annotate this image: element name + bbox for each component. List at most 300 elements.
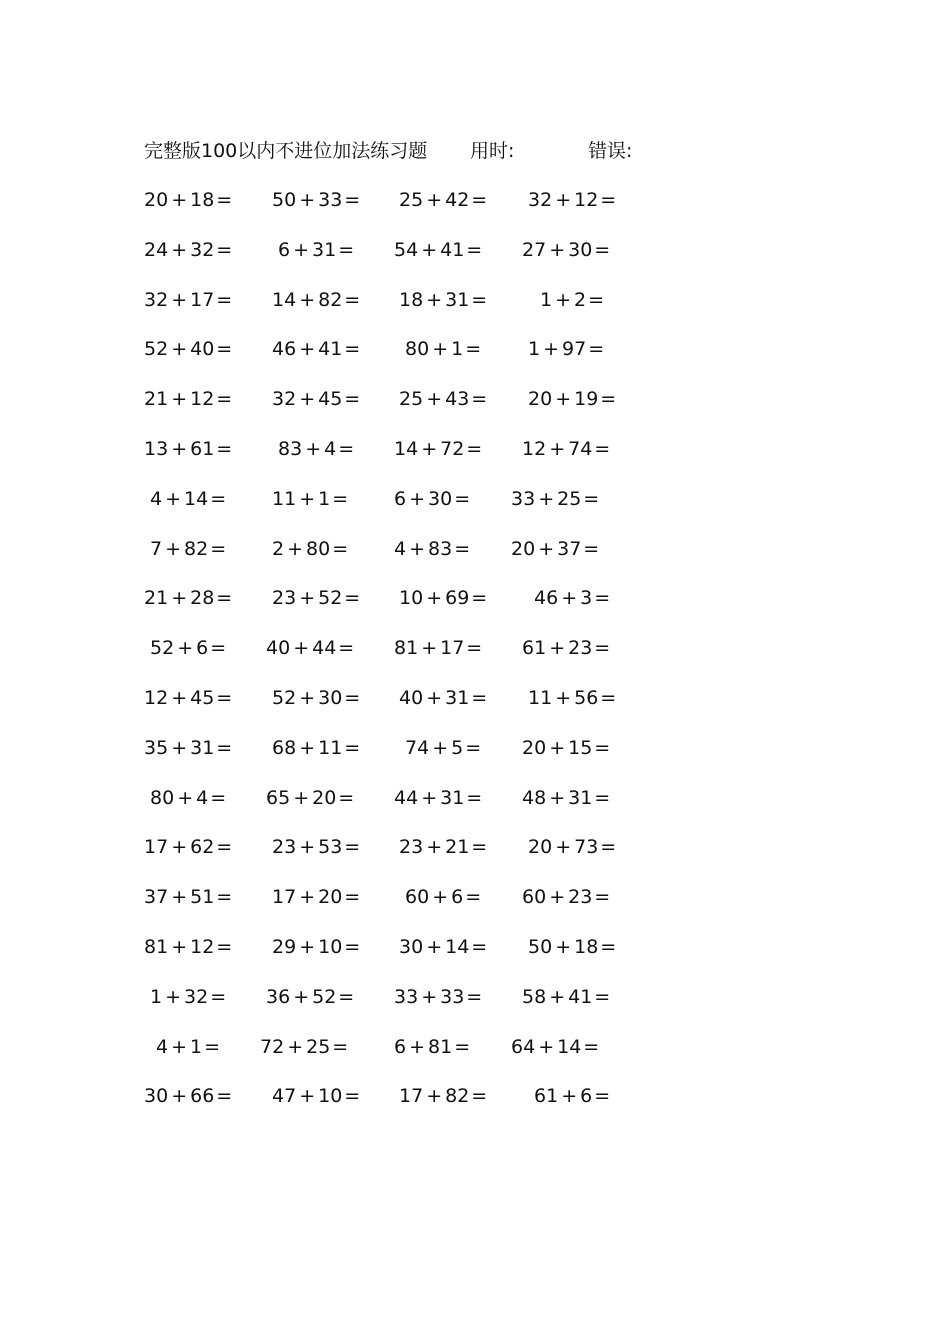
equals-sign: =: [210, 537, 227, 560]
addition-problem: [522, 234, 610, 266]
equals-sign: =: [216, 288, 233, 311]
plus-sign: +: [432, 338, 449, 361]
plus-sign: +: [299, 836, 316, 859]
plus-sign: +: [426, 836, 443, 859]
addition-problem: [399, 682, 487, 714]
equals-sign: =: [344, 1085, 361, 1108]
addition-problem: [144, 582, 232, 614]
addend-first: 48: [522, 786, 547, 809]
plus-sign: +: [432, 886, 449, 909]
addition-problem: [394, 533, 470, 565]
equals-sign: =: [344, 836, 361, 859]
equals-sign: =: [210, 786, 227, 809]
addend-second: 45: [190, 686, 215, 709]
addend-first: 64: [511, 1035, 536, 1058]
plus-sign: +: [549, 886, 566, 909]
addend-second: 37: [557, 537, 582, 560]
addend-second: 18: [190, 189, 215, 211]
addend-second: 3: [580, 587, 593, 610]
addition-problem: [528, 682, 616, 714]
addition-problem: [534, 582, 610, 614]
addend-first: 1: [150, 985, 163, 1008]
addition-problem: [266, 782, 354, 814]
addend-first: 18: [399, 288, 424, 311]
addend-second: 31: [312, 238, 337, 261]
error-label: 错误:: [588, 140, 633, 162]
addend-first: 4: [150, 487, 163, 510]
plus-sign: +: [426, 686, 443, 709]
plus-sign: +: [165, 985, 182, 1008]
addition-problem: [394, 483, 470, 515]
equals-sign: =: [600, 189, 617, 211]
equals-sign: =: [338, 985, 355, 1008]
addend-second: 72: [440, 437, 465, 460]
addend-first: 32: [272, 388, 297, 411]
equals-sign: =: [465, 736, 482, 759]
addend-second: 12: [190, 935, 215, 958]
addition-problem: [399, 1080, 487, 1112]
addend-second: 52: [318, 587, 343, 610]
equals-sign: =: [216, 437, 233, 460]
plus-sign: +: [543, 338, 560, 361]
addend-first: 61: [522, 637, 547, 660]
equals-sign: =: [454, 487, 471, 510]
addend-first: 33: [394, 985, 419, 1008]
addition-problem: [150, 533, 226, 565]
addition-problem: [528, 184, 616, 216]
addend-first: 80: [405, 338, 430, 361]
plus-sign: +: [293, 985, 310, 1008]
addition-problem: [394, 632, 482, 664]
addend-first: 24: [144, 238, 169, 261]
addend-second: 66: [190, 1085, 215, 1108]
equals-sign: =: [594, 985, 611, 1008]
addend-second: 14: [445, 935, 470, 958]
plus-sign: +: [165, 487, 182, 510]
plus-sign: +: [538, 537, 555, 560]
addition-problem: [511, 1031, 599, 1063]
addend-first: 21: [144, 388, 169, 411]
plus-sign: +: [561, 587, 578, 610]
addend-first: 17: [144, 836, 169, 859]
addition-problem: [272, 732, 360, 764]
addend-first: 37: [144, 886, 169, 909]
addend-first: 52: [272, 686, 297, 709]
addend-first: 13: [144, 437, 169, 460]
plus-sign: +: [299, 886, 316, 909]
problem-row: [0, 1031, 950, 1081]
addend-second: 17: [190, 288, 215, 311]
addend-first: 1: [540, 288, 553, 311]
plus-sign: +: [299, 686, 316, 709]
equals-sign: =: [332, 1035, 349, 1058]
problem-row: [0, 383, 950, 433]
addend-first: 23: [272, 836, 297, 859]
equals-sign: =: [210, 487, 227, 510]
addend-second: 1: [318, 487, 331, 510]
equals-sign: =: [344, 736, 361, 759]
plus-sign: +: [171, 388, 188, 411]
addend-first: 17: [399, 1085, 424, 1108]
addition-problem: [150, 483, 226, 515]
plus-sign: +: [409, 1035, 426, 1058]
addend-first: 4: [156, 1035, 169, 1058]
addition-problem: [528, 931, 616, 963]
addend-second: 51: [190, 886, 215, 909]
addend-first: 11: [272, 487, 297, 510]
addend-second: 42: [445, 189, 470, 211]
addition-problem: [144, 383, 232, 415]
addend-first: 52: [144, 338, 169, 361]
addition-problem: [405, 732, 481, 764]
addend-second: 73: [574, 836, 599, 859]
plus-sign: +: [171, 736, 188, 759]
addition-problem: [272, 383, 360, 415]
plus-sign: +: [171, 1035, 188, 1058]
addition-problem: [399, 184, 487, 216]
addend-second: 31: [440, 786, 465, 809]
addend-second: 31: [568, 786, 593, 809]
addition-problem: [522, 632, 610, 664]
addend-second: 41: [440, 238, 465, 261]
plus-sign: +: [432, 736, 449, 759]
addend-second: 74: [568, 437, 593, 460]
problem-row: [0, 333, 950, 383]
addend-second: 4: [196, 786, 209, 809]
addend-second: 31: [445, 686, 470, 709]
equals-sign: =: [344, 388, 361, 411]
addend-second: 41: [318, 338, 343, 361]
equals-sign: =: [344, 288, 361, 311]
addend-first: 81: [394, 637, 419, 660]
addition-problem: [144, 284, 232, 316]
addend-second: 25: [306, 1035, 331, 1058]
plus-sign: +: [287, 1035, 304, 1058]
equals-sign: =: [471, 686, 488, 709]
problem-row: [0, 184, 950, 234]
problem-row: [0, 881, 950, 931]
worksheet-title: 完整版100以内不进位加法练习题: [144, 140, 428, 162]
plus-sign: +: [299, 288, 316, 311]
problem-row: [0, 483, 950, 533]
addend-first: 30: [399, 935, 424, 958]
plus-sign: +: [555, 836, 572, 859]
equals-sign: =: [466, 786, 483, 809]
plus-sign: +: [409, 487, 426, 510]
equals-sign: =: [210, 985, 227, 1008]
addend-second: 28: [190, 587, 215, 610]
equals-sign: =: [210, 637, 227, 660]
equals-sign: =: [216, 935, 233, 958]
addend-second: 32: [184, 985, 209, 1008]
addend-first: 35: [144, 736, 169, 759]
addend-second: 82: [318, 288, 343, 311]
addend-first: 12: [144, 686, 169, 709]
addend-second: 61: [190, 437, 215, 460]
addend-first: 7: [150, 537, 163, 560]
addition-problem: [144, 234, 232, 266]
addend-second: 6: [451, 886, 464, 909]
equals-sign: =: [338, 786, 355, 809]
addend-second: 81: [428, 1035, 453, 1058]
addend-second: 30: [428, 487, 453, 510]
equals-sign: =: [332, 487, 349, 510]
plus-sign: +: [538, 1035, 555, 1058]
addend-second: 82: [445, 1085, 470, 1108]
addend-first: 44: [394, 786, 419, 809]
addend-second: 80: [306, 537, 331, 560]
addend-second: 14: [184, 487, 209, 510]
addition-problem: [144, 184, 232, 216]
addend-second: 6: [196, 637, 209, 660]
addend-first: 33: [511, 487, 536, 510]
addition-problem: [278, 433, 354, 465]
plus-sign: +: [171, 189, 188, 211]
addend-first: 72: [260, 1035, 285, 1058]
addition-problem: [399, 931, 487, 963]
addend-first: 27: [522, 238, 547, 261]
problem-row: [0, 831, 950, 881]
equals-sign: =: [216, 587, 233, 610]
addend-second: 6: [580, 1085, 593, 1108]
plus-sign: +: [426, 189, 443, 211]
plus-sign: +: [538, 487, 555, 510]
addend-first: 12: [522, 437, 547, 460]
addition-problem: [394, 981, 482, 1013]
addend-first: 6: [394, 1035, 407, 1058]
equals-sign: =: [588, 288, 605, 311]
problem-row: [0, 1080, 950, 1130]
addition-problem: [394, 433, 482, 465]
addend-first: 14: [394, 437, 419, 460]
addition-problem: [522, 881, 610, 913]
addition-problem: [260, 1031, 348, 1063]
addend-first: 68: [272, 736, 297, 759]
equals-sign: =: [338, 238, 355, 261]
equals-sign: =: [466, 985, 483, 1008]
plus-sign: +: [287, 537, 304, 560]
equals-sign: =: [216, 238, 233, 261]
equals-sign: =: [588, 338, 605, 361]
problem-row: [0, 782, 950, 832]
addend-first: 4: [394, 537, 407, 560]
addend-first: 32: [144, 288, 169, 311]
addend-second: 19: [574, 388, 599, 411]
plus-sign: +: [555, 189, 572, 211]
plus-sign: +: [421, 786, 438, 809]
addend-first: 65: [266, 786, 291, 809]
plus-sign: +: [421, 437, 438, 460]
addition-problem: [528, 333, 604, 365]
plus-sign: +: [299, 487, 316, 510]
plus-sign: +: [177, 786, 194, 809]
equals-sign: =: [216, 686, 233, 709]
equals-sign: =: [471, 388, 488, 411]
addition-problem: [399, 582, 487, 614]
addend-first: 20: [522, 736, 547, 759]
addend-second: 23: [568, 886, 593, 909]
addition-problem: [534, 1080, 610, 1112]
plus-sign: +: [299, 587, 316, 610]
equals-sign: =: [594, 886, 611, 909]
plus-sign: +: [171, 686, 188, 709]
equals-sign: =: [471, 288, 488, 311]
addend-second: 10: [318, 935, 343, 958]
addend-first: 30: [144, 1085, 169, 1108]
equals-sign: =: [216, 886, 233, 909]
addend-second: 25: [557, 487, 582, 510]
addition-problem: [511, 533, 599, 565]
addend-second: 12: [574, 189, 599, 211]
addend-first: 1: [528, 338, 541, 361]
plus-sign: +: [421, 238, 438, 261]
addend-second: 33: [440, 985, 465, 1008]
equals-sign: =: [583, 1035, 600, 1058]
addend-second: 62: [190, 836, 215, 859]
addition-problem: [399, 831, 487, 863]
addend-second: 17: [440, 637, 465, 660]
addend-second: 44: [312, 637, 337, 660]
problem-row: [0, 284, 950, 334]
addition-problem: [156, 1031, 220, 1063]
plus-sign: +: [299, 189, 316, 211]
addend-first: 2: [272, 537, 285, 560]
plus-sign: +: [299, 736, 316, 759]
problem-grid: [0, 184, 950, 1130]
plus-sign: +: [293, 786, 310, 809]
plus-sign: +: [555, 686, 572, 709]
addend-second: 32: [190, 238, 215, 261]
equals-sign: =: [594, 637, 611, 660]
plus-sign: +: [426, 388, 443, 411]
addend-second: 30: [568, 238, 593, 261]
addend-first: 20: [528, 836, 553, 859]
addend-first: 52: [150, 637, 175, 660]
equals-sign: =: [216, 189, 233, 211]
addend-first: 29: [272, 935, 297, 958]
addend-second: 33: [318, 189, 343, 211]
addition-problem: [272, 582, 360, 614]
addend-second: 1: [190, 1035, 203, 1058]
addend-first: 61: [534, 1085, 559, 1108]
addition-problem: [272, 682, 360, 714]
addition-problem: [144, 931, 232, 963]
plus-sign: +: [177, 637, 194, 660]
problem-row: [0, 732, 950, 782]
plus-sign: +: [421, 637, 438, 660]
addend-second: 12: [190, 388, 215, 411]
addend-first: 47: [272, 1085, 297, 1108]
plus-sign: +: [549, 437, 566, 460]
equals-sign: =: [471, 189, 488, 211]
addend-second: 4: [324, 437, 337, 460]
addend-first: 40: [399, 686, 424, 709]
equals-sign: =: [471, 836, 488, 859]
equals-sign: =: [216, 388, 233, 411]
equals-sign: =: [471, 587, 488, 610]
plus-sign: +: [426, 935, 443, 958]
addition-problem: [150, 782, 226, 814]
plus-sign: +: [171, 935, 188, 958]
addition-problem: [522, 433, 610, 465]
addend-second: 18: [574, 935, 599, 958]
problem-row: [0, 234, 950, 284]
equals-sign: =: [204, 1035, 221, 1058]
addend-first: 20: [144, 189, 169, 211]
addend-second: 23: [568, 637, 593, 660]
problem-row: [0, 533, 950, 583]
addition-problem: [272, 333, 360, 365]
time-label: 用时:: [470, 140, 515, 162]
addend-second: 69: [445, 587, 470, 610]
equals-sign: =: [344, 189, 361, 211]
addend-first: 60: [522, 886, 547, 909]
plus-sign: +: [171, 886, 188, 909]
equals-sign: =: [466, 238, 483, 261]
addend-first: 50: [272, 189, 297, 211]
addition-problem: [150, 981, 226, 1013]
equals-sign: =: [466, 637, 483, 660]
plus-sign: +: [549, 786, 566, 809]
equals-sign: =: [338, 637, 355, 660]
addend-second: 10: [318, 1085, 343, 1108]
plus-sign: +: [426, 1085, 443, 1108]
addition-problem: [150, 632, 226, 664]
addition-problem: [399, 383, 487, 415]
equals-sign: =: [600, 388, 617, 411]
plus-sign: +: [293, 637, 310, 660]
equals-sign: =: [600, 686, 617, 709]
equals-sign: =: [216, 736, 233, 759]
addend-second: 31: [190, 736, 215, 759]
addend-second: 21: [445, 836, 470, 859]
addend-second: 82: [184, 537, 209, 560]
addend-first: 60: [405, 886, 430, 909]
equals-sign: =: [216, 1085, 233, 1108]
plus-sign: +: [409, 537, 426, 560]
addend-second: 43: [445, 388, 470, 411]
addition-problem: [272, 284, 360, 316]
plus-sign: +: [561, 1085, 578, 1108]
addition-problem: [144, 433, 232, 465]
problem-row: [0, 931, 950, 981]
equals-sign: =: [594, 736, 611, 759]
plus-sign: +: [171, 437, 188, 460]
plus-sign: +: [426, 587, 443, 610]
addend-first: 58: [522, 985, 547, 1008]
addend-second: 2: [574, 288, 587, 311]
addend-first: 21: [144, 587, 169, 610]
addend-first: 10: [399, 587, 424, 610]
equals-sign: =: [583, 487, 600, 510]
equals-sign: =: [471, 1085, 488, 1108]
addend-first: 23: [272, 587, 297, 610]
plus-sign: +: [555, 288, 572, 311]
addend-second: 20: [318, 886, 343, 909]
addend-second: 31: [445, 288, 470, 311]
plus-sign: +: [299, 388, 316, 411]
problem-row: [0, 433, 950, 483]
addend-first: 80: [150, 786, 175, 809]
addend-first: 23: [399, 836, 424, 859]
equals-sign: =: [583, 537, 600, 560]
addition-problem: [144, 831, 232, 863]
equals-sign: =: [454, 1035, 471, 1058]
addition-problem: [272, 831, 360, 863]
plus-sign: +: [293, 238, 310, 261]
addend-first: 81: [144, 935, 169, 958]
addition-problem: [522, 732, 610, 764]
